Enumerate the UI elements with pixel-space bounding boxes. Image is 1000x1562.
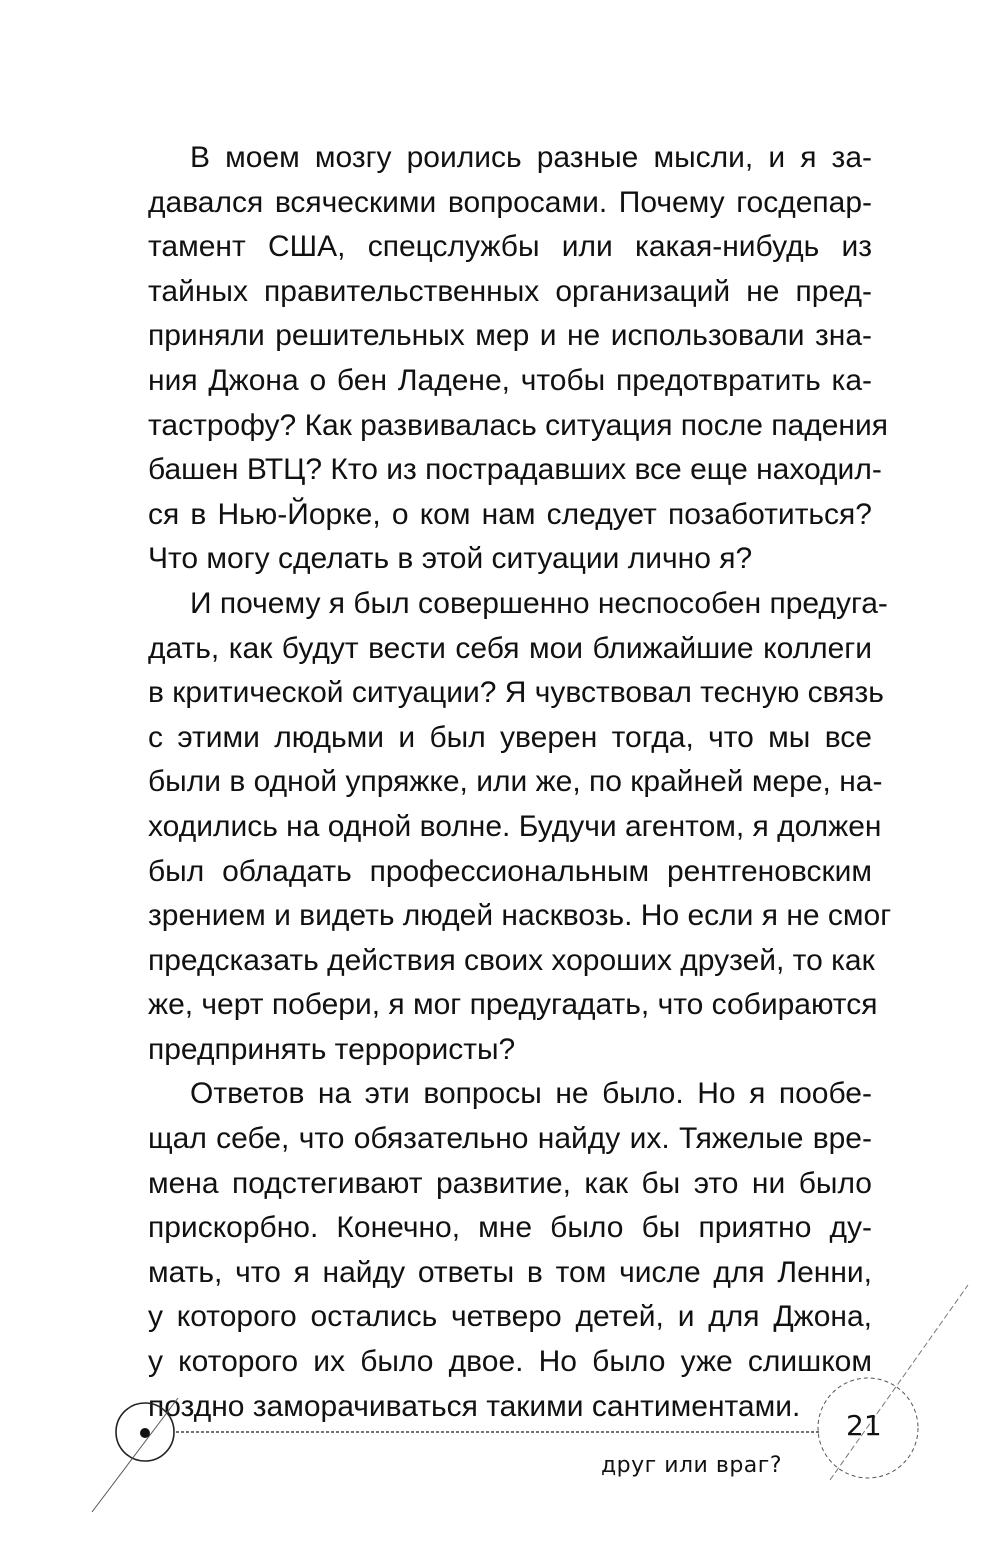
paragraph-3-line: у которого остались четверо детей, и для Джона, [148,1300,872,1334]
paragraph-2-line: предпринять террористы? [148,1032,516,1066]
paragraph-1-line: приняли решительных мер и не использовали зна- [148,319,872,353]
paragraph-1-line: В моем мозгу роились разные мысли, и я за- [190,141,872,174]
paragraph-1-line: Что могу сделать в этой ситуации лично я? [148,542,753,576]
paragraph-3-line: щал себе, что обязательно найду их. Тяжелые вре- [148,1122,872,1156]
paragraph-1-line: тайных правительственных организаций не пред- [148,274,872,308]
paragraph-1-line: давался всяческими вопросами. Почему госдепар- [148,185,872,219]
paragraph-2-line: были в одной упряжке, или же, по крайней мере, на- [148,765,883,799]
paragraph-3-line: мена подстегивают развитие, как бы это ни было [148,1166,872,1200]
paragraph-2-line: же, черт побери, я мог предугадать, что собираются [148,988,878,1022]
paragraph-1-line: тамент США, спецслужбы или какая-нибудь из [148,230,872,264]
paragraph-2-line: зрением и видеть людей насквозь. Но если я не смог [148,899,892,933]
paragraph-3-line: прискорбно. Конечно, мне было бы приятно ду- [148,1211,872,1245]
paragraph-2-line: ходились на одной волне. Будучи агентом, я должен [148,809,882,843]
right-diagonal-stroke [830,1285,968,1480]
paragraph-1-line: тастрофу? Как развивалась ситуация после падения [148,408,888,442]
paragraph-3-line: Ответов на эти вопросы не было. Но я пообе- [190,1077,872,1111]
paragraph-1-line: ния Джона о бен Ладене, чтобы предотвратить ка- [148,363,872,397]
paragraph-3-line: у которого их было двое. Но было уже слишком [148,1345,872,1379]
paragraph-2-line: в критической ситуации? Я чувствовал тесную связь [148,676,884,710]
paragraph-2-line: И почему я был совершенно неспособен предуга- [190,586,888,620]
page-number: 21 [846,1409,882,1442]
paragraph-3-line: мать, что я найду ответы в том числе для Ленни, [148,1255,872,1289]
running-title: друг или враг? [600,1453,782,1478]
left-diagonal-stroke [92,1398,178,1512]
paragraph-2-line: с этими людьми и был уверен тогда, что мы все [148,720,872,754]
paragraph-2-line: дать, как будут вести себя мои ближайшие коллеги [148,631,872,665]
paragraph-2-line: был обладать профессиональным рентгеновским [148,854,872,888]
paragraph-3-line: поздно заморачиваться такими сантиментами. [148,1389,801,1423]
paragraph-1-line: башен ВТЦ? Кто из пострадавших все еще находил- [148,453,882,487]
paragraph-1-line: ся в Нью-Йорке, о ком нам следует позаботиться? [148,497,872,531]
paragraph-2-line: предсказать действия своих хороших друзей, то как [148,943,875,977]
